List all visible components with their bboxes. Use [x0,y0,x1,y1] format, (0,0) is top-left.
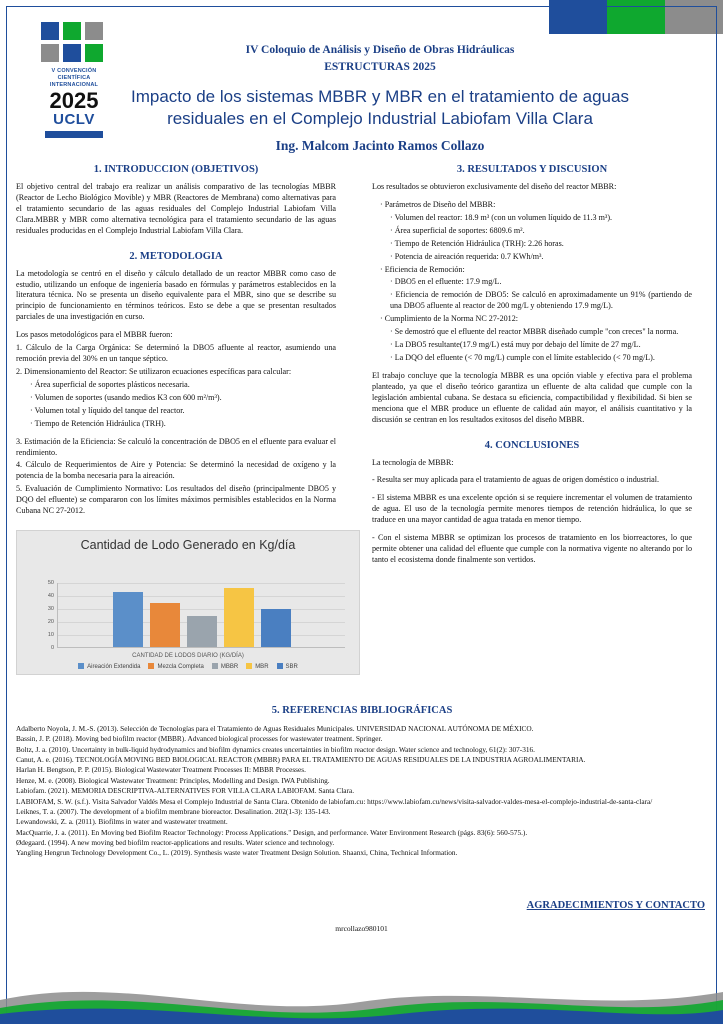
conclusiones-p1: La tecnología de MBBR: [372,457,454,467]
resultados-p12: · La DBO5 resultante(17.9 mg/L) está muy por debajo del límite de 27 mg/L. [390,340,641,350]
legend-item-sbr [277,663,298,670]
ytick-30: 30 [47,606,54,612]
section-title-referencias: 5. REFERENCIAS BIBLIOGRÁFICAS [271,705,453,716]
metodologia-p9: 3. Estimación de la Eficiencia: Se calculó la concentración de DBO5 en el efluente para evaluar el rendimiento. [16,436,336,457]
resultados-p1: Los resultados se obtuvieron exclusivamente del diseño del reactor MBBR: [372,182,617,191]
metodologia-p1: La metodología se centró en el diseño y cálculo detallado de un reactor MBBR como caso de estudio, utilizando un enfoque de ingeniería basado en fórmulas y parámetros establecidos en la literatura técnica. No se presenta un diseño equivalente para el MBR, sino que se describe su principio de funcionamiento en términos teóricos. Esto se debe a que se presentan resultados parciales de una investigación en curso. [16,268,336,322]
logo-bar [45,131,103,138]
bar-sbr [261,609,291,647]
chart-title: Cantidad de Lodo Generado en Kg/día [80,538,296,552]
metodologia-p4: 2. Dimensionamiento del Reactor: Se utilizaron ecuaciones específicas para calcular: [16,366,292,376]
resultados-p5: · Tiempo de Retención Hidráulica (TRH): 2.26 horas. [390,238,564,248]
logo-square-5 [63,44,81,62]
conclusiones-p2: - Resulta ser muy aplicada para el tratamiento de aguas de origen doméstico o industrial. [372,475,660,485]
footer-wave [0,954,723,1024]
legend-label-2: MBBR [220,664,239,670]
resultados-p8: · DBO5 en el efluente: 17.9 mg/L. [390,277,502,287]
bar-aireacion-extendida [113,592,143,647]
reference-item: Henze, M. e. (2008). Biological Wastewater Treatment: Principles, Modelling and Design. IWA Publishing. [16,775,330,785]
chart-plot-area [47,580,345,651]
reference-item: Lewandowski, Z. a. (2011). Biofilms in water and wastewater treatment. [16,817,228,827]
chart-xaxis-label: CANTIDAD DE LODOS DIARIO (KG/DÍA) [132,653,244,659]
reference-item: Adalberto Noyola, J. M.-S. (2013). Selección de Tecnologías para el Tratamiento de Aguas Residuales Municipales. UNIVERSIDAD NACIONAL AUTÓNOMA DE MÉXICO. [16,724,534,733]
logo-line1: V CONVENCIÓN [51,68,97,74]
resultados-p10: · Cumplimiento de la Norma NC 27-2012: [380,314,519,324]
event-line-1: IV Coloquio de Análisis y Diseño de Obras Hidráulicas [245,44,515,56]
resultados-p4: · Área superficial de soportes: 6809.6 m². [390,225,525,235]
chart-bars [58,583,345,647]
bar-mezcla-completa [150,603,180,647]
ytick-40: 40 [47,593,54,599]
resultados-p13: · La DQO del efluente (< 70 mg/L) cumple con el límite establecido (< 70 mg/L). [390,352,655,362]
ytick-50: 50 [47,580,54,586]
resultados-p7: · Eficiencia de Remoción: [380,264,465,274]
sludge-chart [16,530,360,675]
reference-item: Bassin, J. P. (2018). Moving bed biofilm reactor (MBBR). Advanced biological processes for wastewater treatment. Springer. [16,734,383,744]
logo-squares [41,22,107,66]
logo-square-1 [41,22,59,40]
conclusiones-p3: - El sistema MBBR es una excelente opción si se requiere incrementar el volumen de tratamiento de agua. El uso de la tecnología permite menores tiempos de retención hidráulica, lo que se traduce en una mayor cantidad de agua tratada en menor tiempo. [372,493,692,525]
metodologia-p3: 1. Cálculo de la Carga Orgánica: Se determinó la DBO5 afluente al reactor, asumiendo una remoción previa del 30% en un tanque séptico. [16,343,336,364]
logo-square-6 [85,44,103,62]
ytick-0: 0 [50,645,54,651]
legend-item-mbbr [212,663,238,670]
ytick-20: 20 [47,619,54,625]
left-column [16,164,336,524]
reference-item: Ødegaard. (1994). A new moving bed biofilm reactor-applications and results. Water science and technology. [16,837,335,847]
section-title-contacto: AGRADECIMIENTOS Y CONTACTO [526,900,705,911]
legend-item-mezcla-completa [148,663,203,670]
author-name: Ing. Malcom Jacinto Ramos Collazo [275,138,485,154]
section-title-conclusiones: 4. CONCLUSIONES [484,439,580,451]
legend-item-aireacion-extendida [78,663,140,670]
resultados-p3: · Volumen del reactor: 18.9 m³ (con un volumen líquido de 11.3 m³). [390,212,613,222]
conclusiones-p4: - Con el sistema MBBR se optimizan los procesos de tratamiento en los biorreactores, lo que permite obtener una calidad del efluente que cumple con la normativa vigente no alterando por lo tanto el ecosistema donde finalmente son vertidos. [372,533,692,564]
metodologia-p8: · Tiempo de Retención Hidráulica (TRH). [30,418,166,428]
logo-square-3 [85,22,103,40]
legend-item-mbr [246,663,268,670]
ytick-10: 10 [47,632,54,638]
legend-label-0: Aireación Extendida [87,664,141,670]
legend-label-3: MBR [255,664,269,670]
bar-mbr [224,588,254,647]
metodologia-p2: Los pasos metodológicos para el MBBR fueron: [16,330,173,340]
reference-item: Labiofam. (2021). MEMORIA DESCRIPTIVA-ALTERNATIVES FOR VILLA CLARA LABIOFAM. Santa Clara. [16,786,355,796]
metodologia-p7: · Volumen total y líquido del tanque del reactor. [30,405,185,415]
bar-mbbr [187,616,217,647]
reference-item: Leiknes, T. a. (2007). The development of a biofilm membrane bioreactor. Desalination. 202(1-3): 135-143. [16,806,331,816]
logo-uclv: UCLV [53,110,95,128]
logo-line2: CIENTÍFICA [57,74,91,81]
logo-year: 2025 [49,87,99,113]
metodologia-p10: 4. Cálculo de Requerimientos de Aire y Potencia: Se determinó la necesidad de oxígeno y la potencia de la bomba necesaria para la aireación. [16,460,336,481]
event-line-2: ESTRUCTURAS 2025 [324,61,436,74]
page-title: Impacto de los sistemas MBBR y MBR en el tratamiento de aguas residuales en el Complejo Industrial Labiofam Villa Clara [131,86,629,129]
resultados-p14: El trabajo concluye que la tecnología MBBR es una opción viable y efectiva para el problema planteado, ya que el diseño teórico garantiza un efluente de alta calidad que cumple con la legislación ambiental cubana. Se destaca su eficiencia, compactibilidad y flexibilidad. Si bien se menciona que el MBR produce un efluente de calidad aún mayor, el análisis cuantitativo y la discusión se centran en los resultados exitosos del diseño MBBR. [372,370,692,424]
logo-square-2 [63,22,81,40]
reference-item: Canut, A. e. (2016). TECNOLOGÍA MOVING BED BIOLOGICAL REACTOR (MBBR) PARA EL TRATAMIENTO DE AGUAS RESIDUALES DE LA INDUSTRIA AGROALIMENTARIA. [16,755,586,765]
chart-legend [17,663,359,670]
resultados-p9: · Eficiencia de remoción de DBO5: Se calculó en aproximadamente un 91% (partiendo de una DBO5 afluente al reactor de 200 mg/L y obteniendo 17.9 mg/L). [390,290,692,311]
metodologia-p6: · Volumen de soportes (usando medios K3 con 600 m²/m³). [30,392,222,402]
convention-logo [26,22,122,142]
logo-line3: INTERNACIONAL [49,81,99,88]
right-column [372,164,692,573]
reference-item: LABIOFAM, S. W. (s.f.). Visita Salvador Valdés Mesa el Complejo Industrial de Santa Clara. Obtenido de labiofam.cu: https://www.labiofam.cu/news/visita-salvador-valdes-mesa-el-complejo-industrial-de-santa-clara/ [16,796,653,806]
legend-label-1: Mezcla Completa [157,664,204,670]
legend-label-4: SBR [285,664,298,670]
reference-item: Yangling Hengrun Technology Development Co., L. (2019). Synthesis waste water Treatment Design Solution. Shaanxi, China, Technical Information. [16,848,458,858]
logo-square-4 [41,44,59,62]
section-title-intro: 1. INTRODUCCION (OBJETIVOS) [93,164,259,175]
poster-header [120,42,640,154]
section-title-resultados: 3. RESULTADOS Y DISCUSION [456,164,608,175]
resultados-p11: · Se demostró que el efluente del reactor MBBR diseñado cumple "con creces" la norma. [390,327,679,337]
reference-item: Boltz, J. a. (2010). Uncertainty in bulk-liquid hydrodynamics and biofilm dynamics creates uncertainties in biofilm reactor design. Water science and technology, 61(2): 307-316. [16,744,535,754]
reference-item: Harlan H. Bengtson, P. P. (2015). Biological Wastewater Treatment Processes II: MBBR Processes. [16,765,306,775]
contact-email: mrcollazo980101 [335,924,388,933]
references-section [16,705,708,859]
metodologia-p5: · Área superficial de soportes plásticos necesaria. [30,379,190,389]
section-title-metodologia: 2. METODOLOGIA [129,250,223,262]
metodologia-p11: 5. Evaluación de Cumplimiento Normativo: Los resultados del diseño (principalmente DBO5 y DQO del efluente) se compararon con los límites máximos permisibles establecidos en la Norma Cubana NC 27-2012. [16,484,336,516]
intro-paragraph: El objetivo central del trabajo era realizar un análisis comparativo de las tecnologías MBBR (Reactor de Lecho Biológico Movible) y MBR (Reactores de Membrana) como alternativas para el tratamiento secundario de las aguas residuales del Complejo Industrial Labiofam Villa Clara.MBBR y MBR como alternativa tecnológica para el tratamiento secundario de las aguas residuales producidas en el Complejo Industrial Labiofam Villa Clara. [16,182,336,235]
resultados-p6: · Potencia de aireación requerida: 0.7 KWh/m³. [390,251,544,261]
resultados-p2: · Parámetros de Diseño del MBBR: [380,199,496,209]
reference-item: MacQuarrie, J. a. (2011). En Moving bed Biofilm Reactor Technology: Process Applications." Design, and performance. Water Environment Research (págs. 83(6): 560-575.). [16,827,528,837]
